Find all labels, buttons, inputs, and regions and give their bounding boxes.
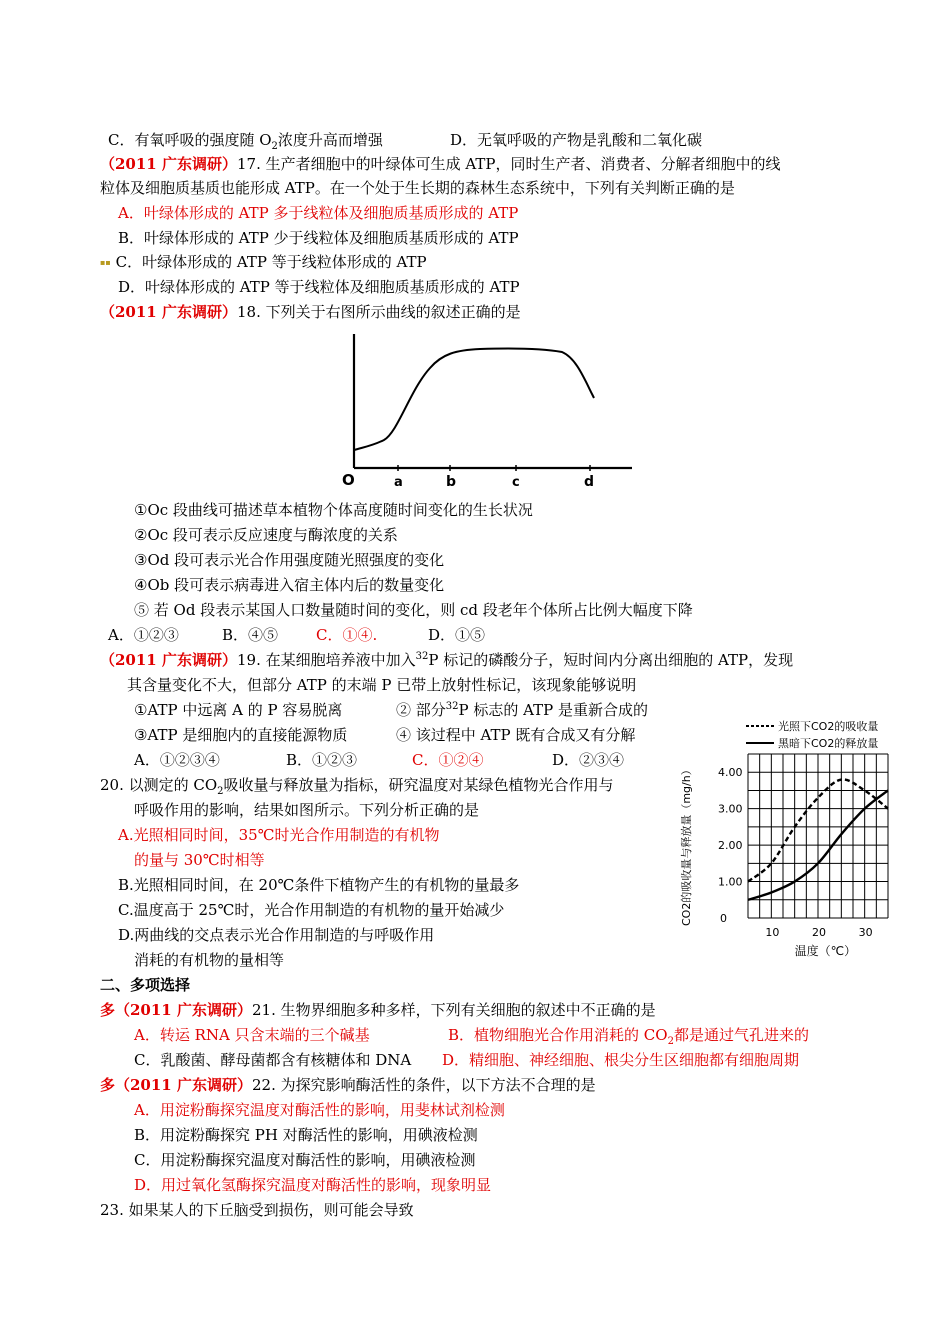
q18-stem: （2011 广东调研）18. 下列关于右图所示曲线的叙述正确的是 [100, 303, 521, 321]
q19-item-3: ③ATP 是细胞内的直接能源物质 [134, 726, 348, 744]
y-tick-label: 3.00 [718, 802, 743, 816]
x-axis-label: 温度（℃） [794, 944, 857, 958]
stray-mark: ▪▪ [100, 258, 111, 267]
q17-option-c: ▪▪ C．叶绿体形成的 ATP 等于线粒体形成的 ATP [100, 253, 427, 271]
legend-label-light: 光照下CO2的吸收量 [778, 720, 879, 733]
q17-option-a: A．叶绿体形成的 ATP 多于线粒体及细胞质基质形成的 ATP [118, 204, 519, 222]
q16-option-c: C．有氧呼吸的强度随 $O_2$浓度升高而增强 [108, 131, 383, 152]
q21-stem: 多（2011 广东调研）21. 生物界细胞多种多样，下列有关细胞的叙述中不正确的是 [100, 1001, 656, 1019]
q21-option-c: C．乳酸菌、酵母菌都含有核糖体和 DNA [134, 1051, 412, 1069]
q19-option-b: B．①②③ [286, 751, 358, 769]
q18-option-b: B．④⑤ [222, 626, 279, 644]
y-tick-label: 1.00 [718, 875, 743, 889]
q20-option-a-line1: A.光照相同时间，35℃时光合作用制造的有机物 [118, 826, 440, 844]
y-tick-label: 4.00 [718, 766, 743, 780]
q20-stem-line2: 呼吸作用的影响，结果如图所示。下列分析正确的是 [134, 801, 480, 819]
q19-option-c: C．①②④ [412, 751, 484, 769]
q18-option-a: A．①②③ [108, 626, 179, 644]
y-tick-label: 2.00 [718, 839, 743, 853]
q18-label-o: O [342, 471, 355, 489]
q22-stem: 多（2011 广东调研）22. 为探究影响酶活性的条件，以下方法不合理的是 [100, 1076, 596, 1094]
q19-option-d: D．②③④ [552, 751, 625, 769]
q20-option-a-line2: 的量与 30℃时相等 [134, 851, 265, 869]
q18-item-3: ③Od 段可表示光合作用强度随光照强度的变化 [134, 551, 445, 569]
x-tick-label: 30 [858, 926, 873, 939]
q18-label-b: b [446, 474, 457, 490]
q21-option-b: B．植物细胞光合作用消耗的 $CO_2$都是通过气孔进来的 [448, 1026, 809, 1047]
y-axis-label: CO2的吸收量与释放量（mg/h） [680, 764, 693, 926]
q19-item-4: ④ 该过程中 ATP 既有合成又有分解 [396, 726, 636, 744]
q17-option-d: D．叶绿体形成的 ATP 等于线粒体及细胞质基质形成的 ATP [118, 278, 520, 296]
q19-item-2: ② 部分$^{32}$P 标志的 ATP 是重新合成的 [396, 701, 649, 719]
q18-item-2: ②Oc 段可表示反应速度与酶浓度的关系 [134, 526, 398, 544]
q20-option-b: B.光照相同时间，在 20℃条件下植物产生的有机物的量最多 [118, 876, 520, 894]
q18-option-d: D．①⑤ [428, 626, 486, 644]
q22-option-c: C．用淀粉酶探究温度对酶活性的影响，用碘液检测 [134, 1151, 476, 1169]
q23-stem: 23. 如果某人的下丘脑受到损伤，则可能会导致 [100, 1201, 414, 1219]
q17-stem-line1: （2011 广东调研）17. 生产者细胞中的叶绿体可生成 ATP，同时生产者、消费者、分解者细胞中的线 [100, 155, 781, 173]
q22-option-a: A．用淀粉酶探究温度对酶活性的影响，用斐林试剂检测 [134, 1101, 505, 1119]
q20-option-d-line1: D.两曲线的交点表示光合作用制造的与呼吸作用 [118, 926, 435, 944]
q19-item-1: ①ATP 中远离 A 的 P 容易脱离 [134, 701, 343, 719]
q18-growth-curve-figure [340, 330, 640, 495]
q18-item-1: ①Oc 段曲线可描述草本植物个体高度随时间变化的生长状况 [134, 501, 533, 519]
x-tick-label: 10 [765, 926, 780, 939]
q18-option-c: C．①④. [316, 626, 378, 644]
q22-option-b: B．用淀粉酶探究 PH 对酶活性的影响，用碘液检测 [134, 1126, 478, 1144]
q18-label-d: d [584, 474, 595, 490]
q19-stem-line2: 其含量变化不大，但部分 ATP 的末端 P 已带上放射性标记，该现象能够说明 [127, 676, 637, 694]
q18-item-5: ⑤ 若 Od 段表示某国人口数量随时间的变化，则 cd 段老年个体所占比例大幅度下降 [134, 601, 693, 619]
q21-option-a: A．转运 RNA 只含末端的三个碱基 [134, 1026, 370, 1044]
origin-label: 0 [720, 912, 727, 925]
q17-option-b: B．叶绿体形成的 ATP 少于线粒体及细胞质基质形成的 ATP [118, 229, 519, 247]
q17-stem-line2: 粒体及细胞质基质也能形成 ATP。在一个处于生长期的森林生态系统中，下列有关判断正确的是 [100, 179, 735, 197]
q19-stem-line1: （2011 广东调研）19. 在某细胞培养液中加入$^{32}$P 标记的磷酸分子，短时间内分离出细胞的 ATP，发现 [100, 651, 794, 669]
x-tick-label: 20 [812, 926, 826, 939]
q16-option-d: D．无氧呼吸的产物是乳酸和二氧化碳 [450, 131, 703, 149]
section-title: 二、多项选择 [100, 976, 191, 994]
q19-option-a: A．①②③④ [134, 751, 220, 769]
q18-label-a: a [394, 475, 403, 490]
legend-label-dark: 黑暗下CO2的释放量 [778, 737, 879, 750]
q21-option-d: D．精细胞、神经细胞、根尖分生区细胞都有细胞周期 [442, 1051, 800, 1069]
q22-option-d: D．用过氧化氢酶探究温度对酶活性的影响，现象明显 [134, 1176, 492, 1194]
q18-curve [354, 348, 594, 450]
q20-stem-line1: 20. 以测定的 $CO_2$吸收量与释放量为指标，研究温度对某绿色植物光合作用与 [100, 776, 614, 797]
q20-option-c: C.温度高于 25℃时，光合作用制造的有机物的量开始减少 [118, 901, 505, 919]
q18-label-c: c [512, 475, 520, 490]
q20-co2-temperature-chart [670, 712, 896, 962]
q18-item-4: ④Ob 段可表示病毒进入宿主体内后的数量变化 [134, 576, 445, 594]
q20-option-d-line2: 消耗的有机物的量相等 [134, 951, 285, 969]
